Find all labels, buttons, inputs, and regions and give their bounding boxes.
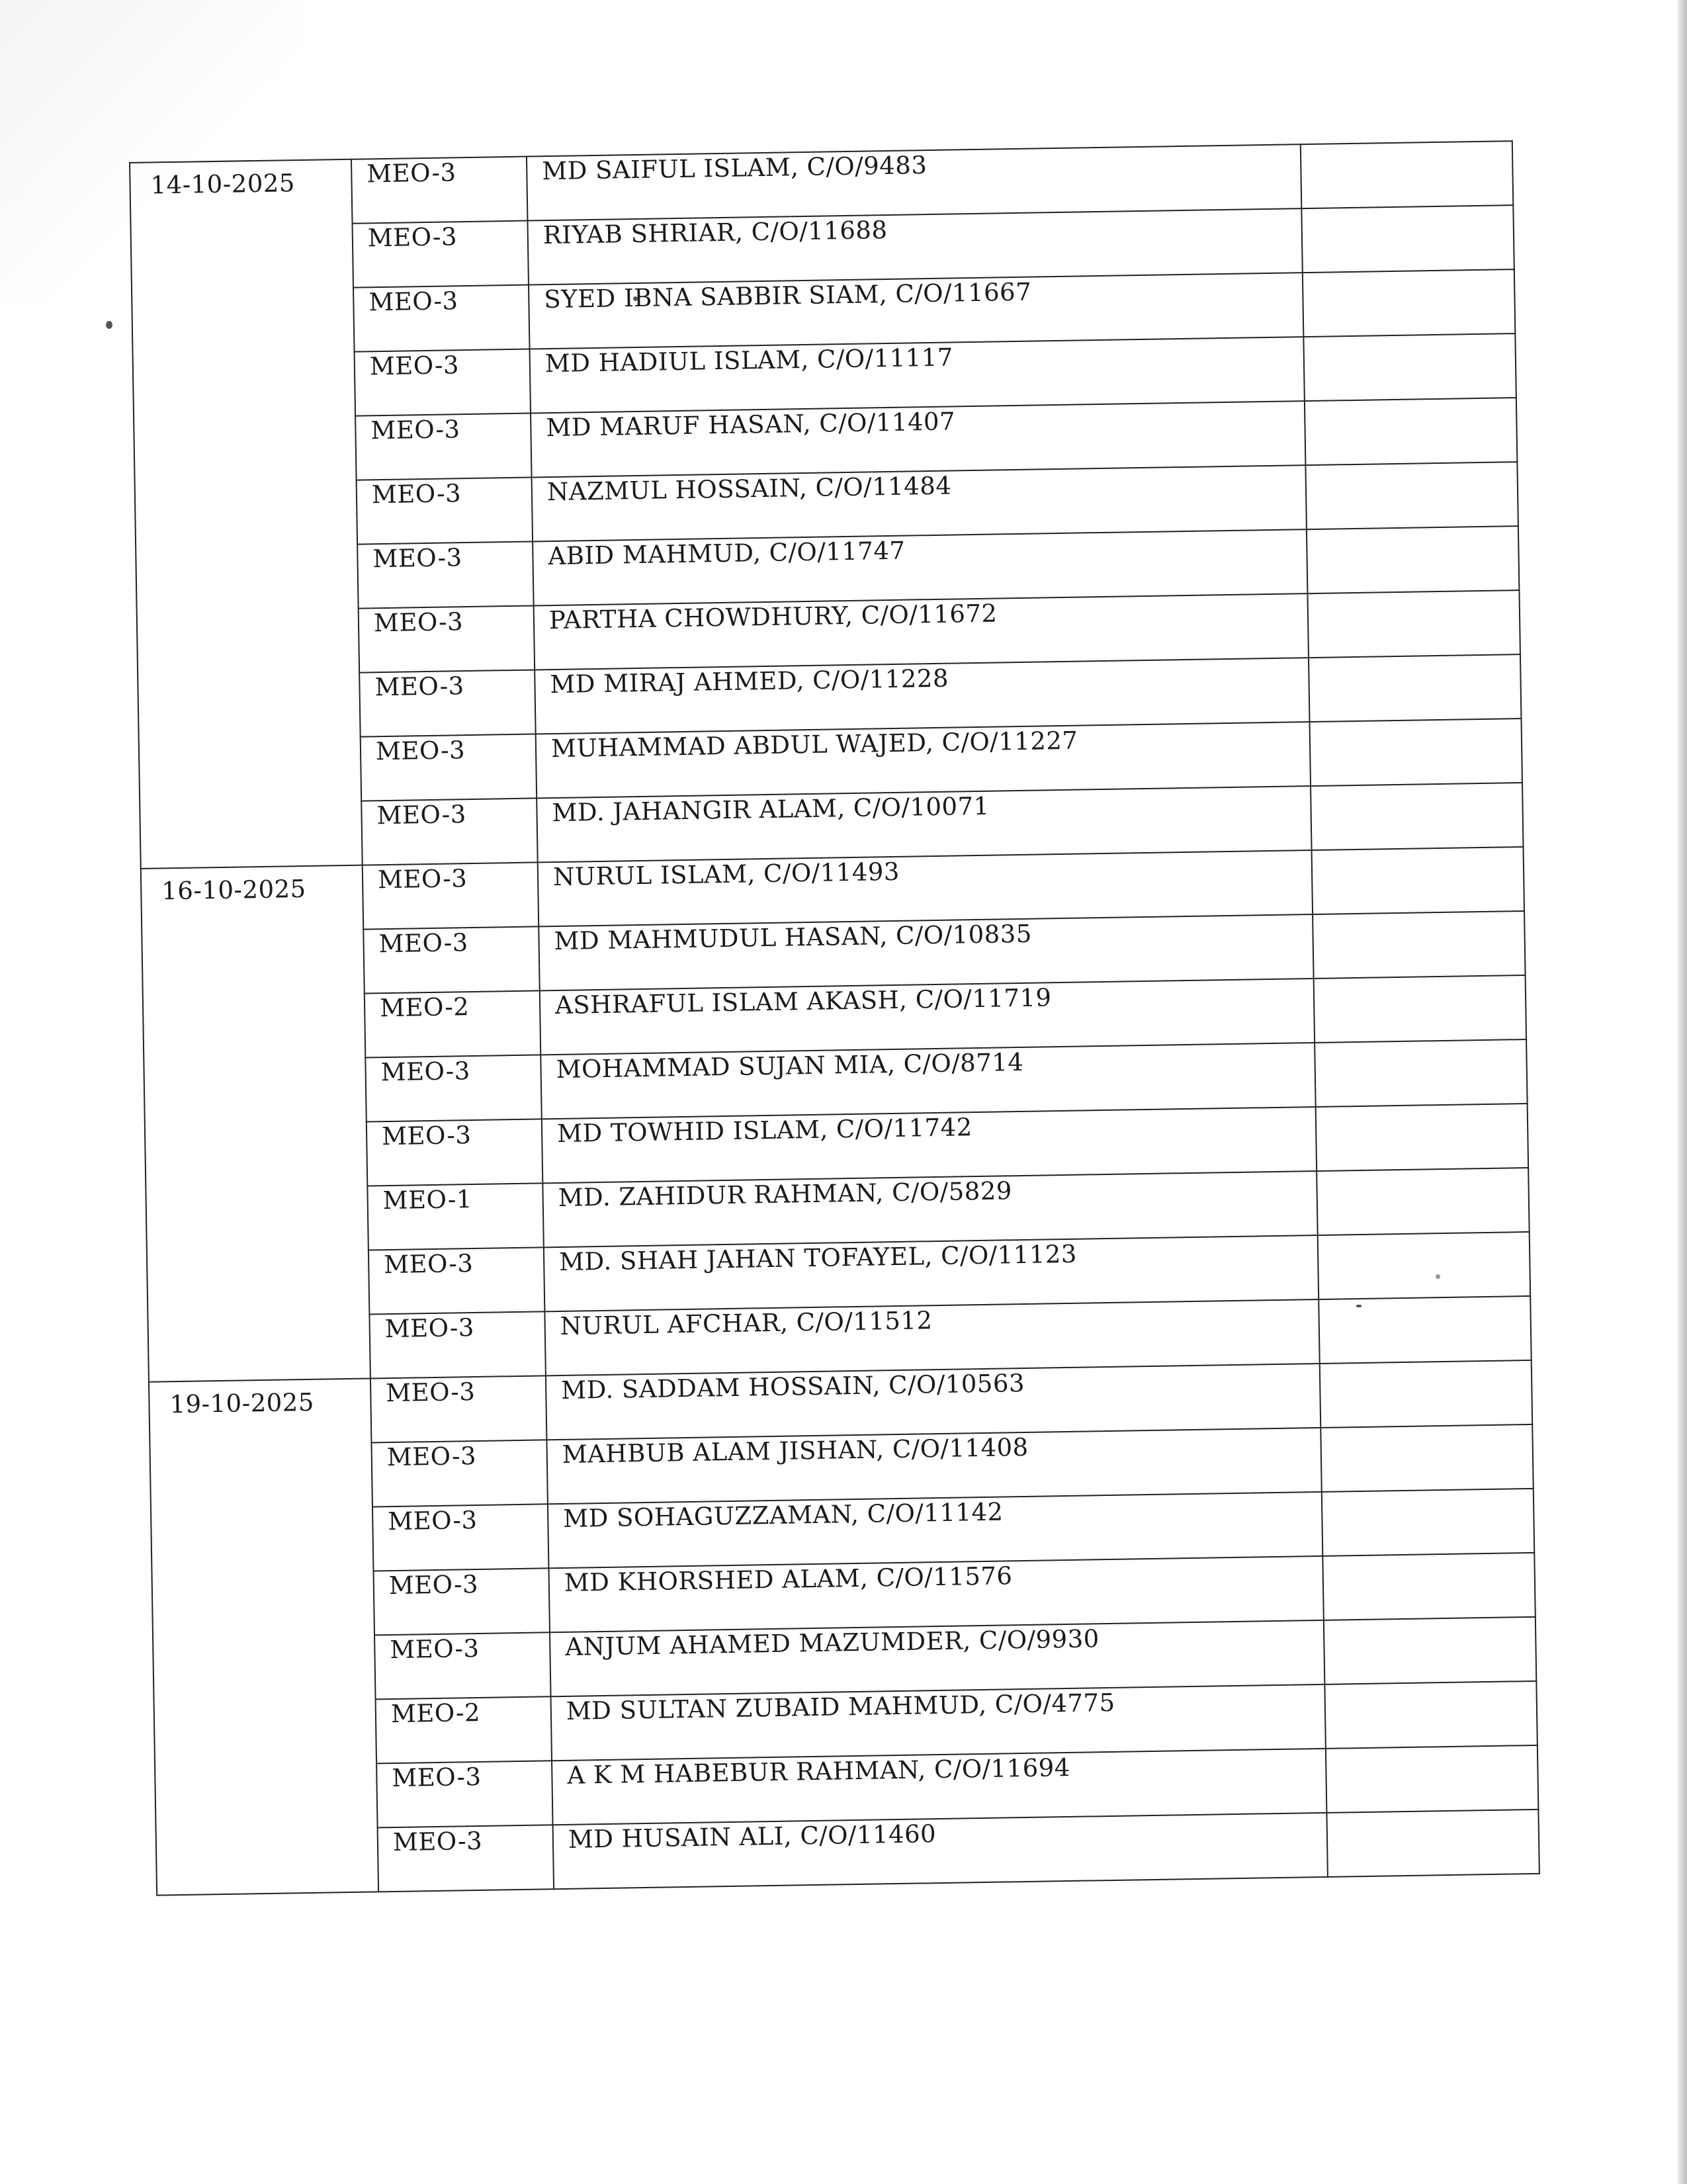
officer-name-cell: MD SULTAN ZUBAID MAHMUD, C/O/4775	[551, 1684, 1326, 1761]
remarks-cell	[1319, 1296, 1531, 1364]
officer-name-cell: MD HUSAIN ALI, C/O/11460	[553, 1813, 1328, 1889]
remarks-cell	[1305, 398, 1517, 465]
roster-table	[129, 140, 1540, 1896]
date-cell: 14-10-2025	[130, 159, 363, 869]
designation-cell: MEO-3	[355, 414, 531, 480]
date-cell: 16-10-2025	[141, 865, 370, 1382]
remarks-cell	[1303, 269, 1515, 337]
designation-cell: MEO-3	[363, 862, 539, 929]
scan-speck	[106, 321, 112, 329]
designation-cell: MEO-3	[357, 541, 533, 608]
officer-name-cell: ABID MAHMUD, C/O/11747	[533, 529, 1307, 605]
designation-cell: MEO-3	[353, 285, 529, 352]
roster-page	[129, 140, 1539, 1896]
officer-name-cell: MD HADIUL ISLAM, C/O/11117	[530, 337, 1305, 413]
remarks-cell	[1324, 1617, 1536, 1684]
remarks-cell	[1324, 1681, 1537, 1749]
designation-cell: MEO-3	[361, 798, 537, 865]
date-cell: 19-10-2025	[149, 1378, 378, 1895]
designation-cell: MEO-3	[370, 1376, 546, 1442]
remarks-cell	[1313, 911, 1525, 979]
officer-name-cell: ANJUM AHAMED MAZUMDER, C/O/9930	[550, 1620, 1324, 1696]
designation-cell: MEO-3	[351, 157, 527, 224]
remarks-cell	[1320, 1424, 1533, 1492]
remarks-cell	[1307, 526, 1519, 593]
remarks-cell	[1320, 1360, 1532, 1428]
officer-name-cell: SYED IBNA SABBIR SIAM, C/O/11667	[529, 273, 1303, 349]
designation-cell: MEO-3	[372, 1504, 548, 1571]
remarks-cell	[1322, 1489, 1534, 1556]
officer-name-cell: A K M HABEBUR RAHMAN, C/O/11694	[552, 1749, 1326, 1825]
designation-cell: MEO-3	[361, 734, 537, 801]
remarks-cell	[1326, 1745, 1538, 1813]
designation-cell: MEO-3	[374, 1632, 550, 1699]
designation-cell: MEO-2	[365, 990, 541, 1057]
officer-name-cell: MD SOHAGUZZAMAN, C/O/11142	[548, 1492, 1322, 1568]
designation-cell: MEO-3	[365, 1055, 541, 1121]
remarks-cell	[1315, 1039, 1527, 1107]
officer-name-cell: MD MIRAJ AHMED, C/O/11228	[535, 658, 1309, 734]
designation-cell: MEO-3	[376, 1761, 552, 1827]
designation-cell: MEO-3	[369, 1311, 545, 1378]
remarks-cell	[1301, 205, 1514, 273]
remarks-cell	[1314, 975, 1526, 1043]
designation-cell: MEO-3	[368, 1247, 544, 1314]
officer-name-cell: MD SAIFUL ISLAM, C/O/9483	[527, 144, 1301, 220]
remarks-cell	[1305, 462, 1518, 529]
officer-name-cell: MOHAMMAD SUJAN MIA, C/O/8714	[541, 1043, 1315, 1119]
remarks-cell	[1301, 141, 1513, 208]
designation-cell: MEO-1	[367, 1183, 543, 1250]
designation-cell: MEO-3	[359, 605, 535, 672]
designation-cell: MEO-3	[378, 1825, 554, 1892]
officer-name-cell: MD. ZAHIDUR RAHMAN, C/O/5829	[542, 1171, 1317, 1247]
officer-name-cell: MD. SADDAM HOSSAIN, C/O/10563	[546, 1364, 1320, 1440]
officer-name-cell: NAZMUL HOSSAIN, C/O/11484	[532, 465, 1307, 541]
officer-name-cell: MD TOWHID ISLAM, C/O/11742	[542, 1107, 1317, 1183]
officer-name-cell: MD MARUF HASAN, C/O/11407	[531, 401, 1305, 477]
officer-name-cell: MD. SHAH JAHAN TOFAYEL, C/O/11123	[544, 1235, 1319, 1311]
remarks-cell	[1309, 654, 1521, 722]
officer-name-cell: NURUL ISLAM, C/O/11493	[538, 850, 1313, 926]
remarks-cell	[1310, 719, 1522, 786]
officer-name-cell: ASHRAFUL ISLAM AKASH, C/O/11719	[540, 979, 1315, 1055]
designation-cell: MEO-3	[373, 1568, 549, 1635]
designation-cell: MEO-2	[376, 1696, 552, 1763]
officer-name-cell: PARTHA CHOWDHURY, C/O/11672	[534, 593, 1309, 670]
officer-name-cell: RIYAB SHRIAR, C/O/11688	[527, 208, 1302, 284]
roster-table-body	[130, 141, 1539, 1896]
officer-name-cell: MD. JAHANGIR ALAM, C/O/10071	[537, 786, 1311, 862]
designation-cell: MEO-3	[357, 477, 533, 544]
remarks-cell	[1322, 1553, 1535, 1620]
designation-cell: MEO-3	[371, 1440, 547, 1507]
remarks-cell	[1316, 1104, 1528, 1171]
designation-cell: MEO-3	[352, 221, 528, 288]
officer-name-cell: NURUL AFCHAR, C/O/11512	[544, 1299, 1319, 1376]
designation-cell: MEO-3	[363, 926, 539, 993]
remarks-cell	[1326, 1810, 1539, 1877]
remarks-cell	[1303, 333, 1516, 401]
remarks-cell	[1307, 590, 1520, 658]
officer-name-cell: MAHBUB ALAM JISHAN, C/O/11408	[546, 1428, 1321, 1504]
designation-cell: MEO-3	[367, 1119, 542, 1186]
officer-name-cell: MD KHORSHED ALAM, C/O/11576	[548, 1556, 1323, 1632]
remarks-cell	[1312, 847, 1524, 914]
remarks-cell	[1318, 1232, 1530, 1299]
remarks-cell	[1317, 1168, 1529, 1235]
remarks-cell	[1311, 783, 1523, 850]
scan-edge-shadow	[1678, 0, 1687, 2184]
officer-name-cell: MUHAMMAD ABDUL WAJED, C/O/11227	[536, 722, 1311, 798]
designation-cell: MEO-3	[359, 670, 535, 736]
designation-cell: MEO-3	[355, 349, 531, 416]
officer-name-cell: MD MAHMUDUL HASAN, C/O/10835	[539, 914, 1313, 990]
